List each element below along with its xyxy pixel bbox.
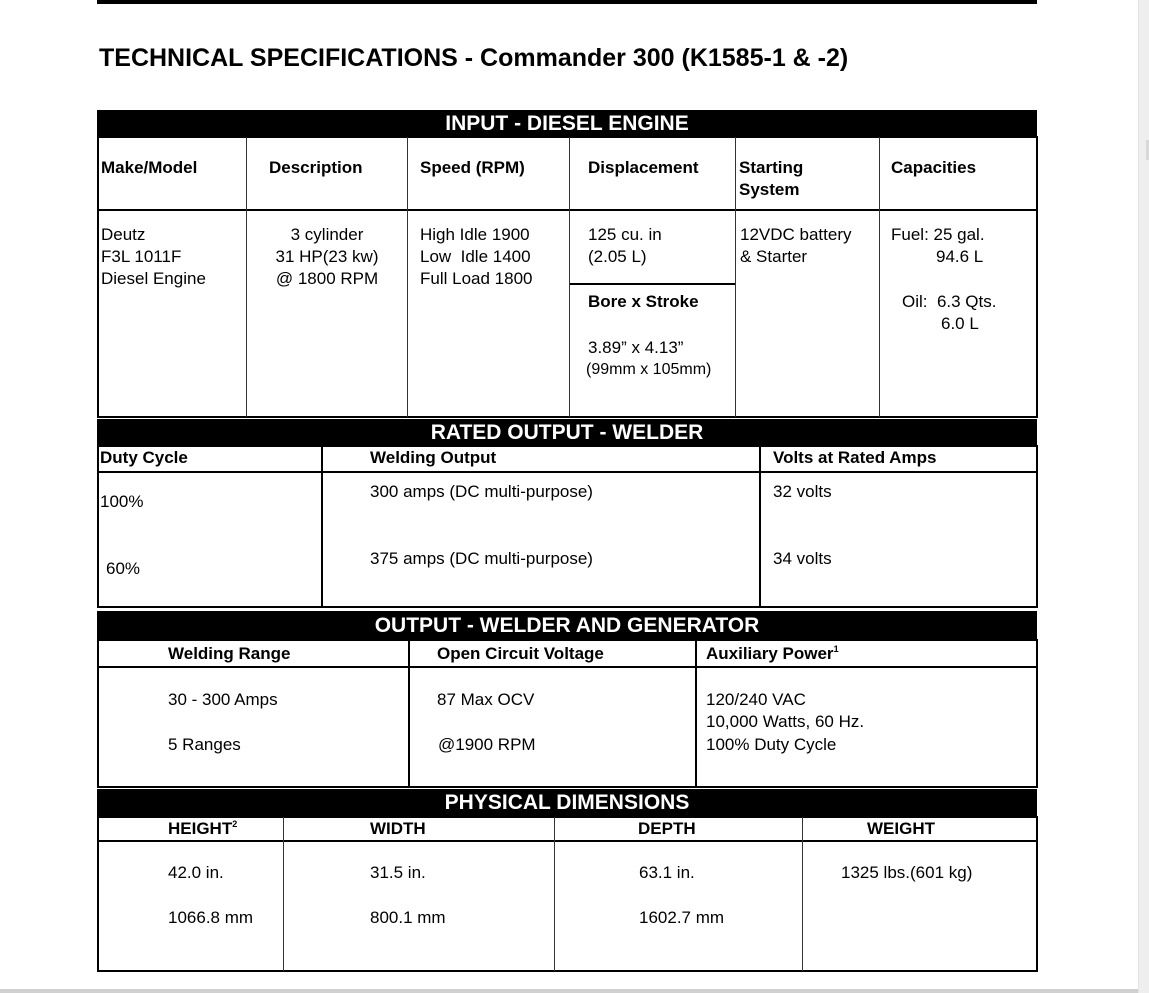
- starting-system-line: & Starter: [740, 247, 808, 266]
- header-open-circuit-voltage: Open Circuit Voltage: [437, 644, 604, 663]
- output-header-divider: [97, 666, 1038, 668]
- header-starting-system: System: [739, 180, 800, 199]
- header-capacities: Capacities: [891, 158, 977, 177]
- welding-output-value: 300 amps (DC multi-purpose): [370, 482, 593, 501]
- width-value: 31.5 in.: [370, 863, 426, 882]
- depth-value: 1602.7 mm: [639, 908, 725, 927]
- make-model-line: F3L 1011F: [101, 247, 182, 266]
- welding-output-value: 375 amps (DC multi-purpose): [370, 549, 593, 568]
- rated-output-table: [97, 445, 1038, 608]
- header-height-label: HEIGHT: [168, 819, 233, 838]
- speed-line: High Idle 1900: [420, 225, 530, 244]
- depth-value: 63.1 in.: [639, 863, 695, 882]
- capacity-oil: Oil: 6.3 Qts.: [902, 292, 997, 311]
- description-line: 3 cylinder: [290, 225, 364, 244]
- bore-stroke-line: (99mm x 105mm): [586, 361, 712, 378]
- ocv-value: 87 Max OCV: [437, 690, 535, 709]
- capacity-oil-liters: 6.0 L: [941, 314, 979, 333]
- width-value: 800.1 mm: [370, 908, 446, 927]
- dimensions-header-divider: [97, 840, 1038, 842]
- welding-range-value: 5 Ranges: [168, 735, 241, 754]
- col-divider: [554, 817, 555, 971]
- engine-header-divider: [97, 209, 1038, 211]
- make-model-line: Diesel Engine: [101, 269, 206, 288]
- volts-value: 34 volts: [773, 549, 832, 568]
- description-line: @ 1800 RPM: [275, 269, 379, 288]
- ocv-value: @1900 RPM: [438, 735, 536, 754]
- col-divider: [879, 137, 880, 417]
- header-weight: WEIGHT: [867, 819, 935, 838]
- col-divider: [759, 446, 761, 607]
- header-width: WIDTH: [370, 819, 426, 838]
- footnote-marker: 1: [833, 644, 839, 654]
- col-divider: [569, 137, 570, 417]
- starting-system-line: 12VDC battery: [740, 225, 852, 244]
- header-welding-range: Welding Range: [168, 644, 291, 663]
- header-welding-output: Welding Output: [370, 448, 497, 467]
- top-rule: [97, 0, 1037, 4]
- header-auxiliary-power-label: Auxiliary Power: [706, 644, 834, 663]
- page-title: TECHNICAL SPECIFICATIONS - Commander 300 (K1585-1 & -2): [99, 44, 849, 72]
- footnote-marker: 2: [232, 819, 238, 829]
- horizontal-scrollbar[interactable]: [0, 989, 1138, 993]
- header-height: [168, 818, 237, 840]
- rated-header-divider: [97, 471, 1038, 473]
- col-divider: [735, 137, 736, 417]
- header-speed: Speed (RPM): [420, 158, 525, 177]
- section-header-rated-output-welder: RATED OUTPUT - WELDER: [97, 419, 1037, 446]
- height-value: 42.0 in.: [168, 863, 224, 882]
- header-starting-system: Starting: [739, 158, 804, 177]
- header-volts-rated-amps: Volts at Rated Amps: [773, 448, 937, 467]
- section-header-input-diesel-engine: INPUT - DIESEL ENGINE: [97, 110, 1037, 138]
- header-depth: DEPTH: [638, 819, 696, 838]
- bore-stroke-line: 3.89” x 4.13”: [588, 338, 684, 357]
- header-description: Description: [269, 158, 363, 177]
- speed-line: Full Load 1800: [420, 269, 533, 288]
- aux-power-value: 100% Duty Cycle: [706, 735, 837, 754]
- col-divider: [321, 446, 323, 607]
- header-auxiliary-power: [706, 643, 839, 665]
- description-line: 31 HP(23 kw): [275, 247, 379, 266]
- height-value: 1066.8 mm: [168, 908, 254, 927]
- col-divider: [802, 817, 803, 971]
- duty-cycle-value: 60%: [106, 559, 141, 578]
- welding-range-value: 30 - 300 Amps: [168, 690, 278, 709]
- capacity-fuel: Fuel: 25 gal.: [891, 225, 985, 244]
- col-divider: [408, 640, 410, 787]
- bore-stroke-divider: [570, 283, 735, 285]
- section-header-physical-dimensions: PHYSICAL DIMENSIONS: [97, 789, 1037, 817]
- duty-cycle-value: 100%: [100, 492, 144, 511]
- displacement-line: 125 cu. in: [588, 225, 662, 244]
- col-divider: [695, 640, 697, 787]
- col-divider: [283, 817, 284, 971]
- make-model-line: Deutz: [101, 225, 146, 244]
- speed-line: Low Idle 1400: [420, 247, 531, 266]
- displacement-line: (2.05 L): [588, 247, 647, 266]
- header-make-model: Make/Model: [101, 158, 198, 177]
- aux-power-value: 10,000 Watts, 60 Hz.: [706, 712, 865, 731]
- weight-value: 1325 lbs.(601 kg): [841, 863, 973, 882]
- bore-stroke-label: Bore x Stroke: [588, 292, 699, 311]
- capacity-fuel-liters: 94.6 L: [936, 247, 984, 266]
- volts-value: 32 volts: [773, 482, 832, 501]
- header-displacement: Displacement: [588, 158, 699, 177]
- header-duty-cycle: Duty Cycle: [100, 448, 188, 467]
- section-header-output-welder-generator: OUTPUT - WELDER AND GENERATOR: [97, 611, 1037, 640]
- aux-power-value: 120/240 VAC: [706, 690, 806, 709]
